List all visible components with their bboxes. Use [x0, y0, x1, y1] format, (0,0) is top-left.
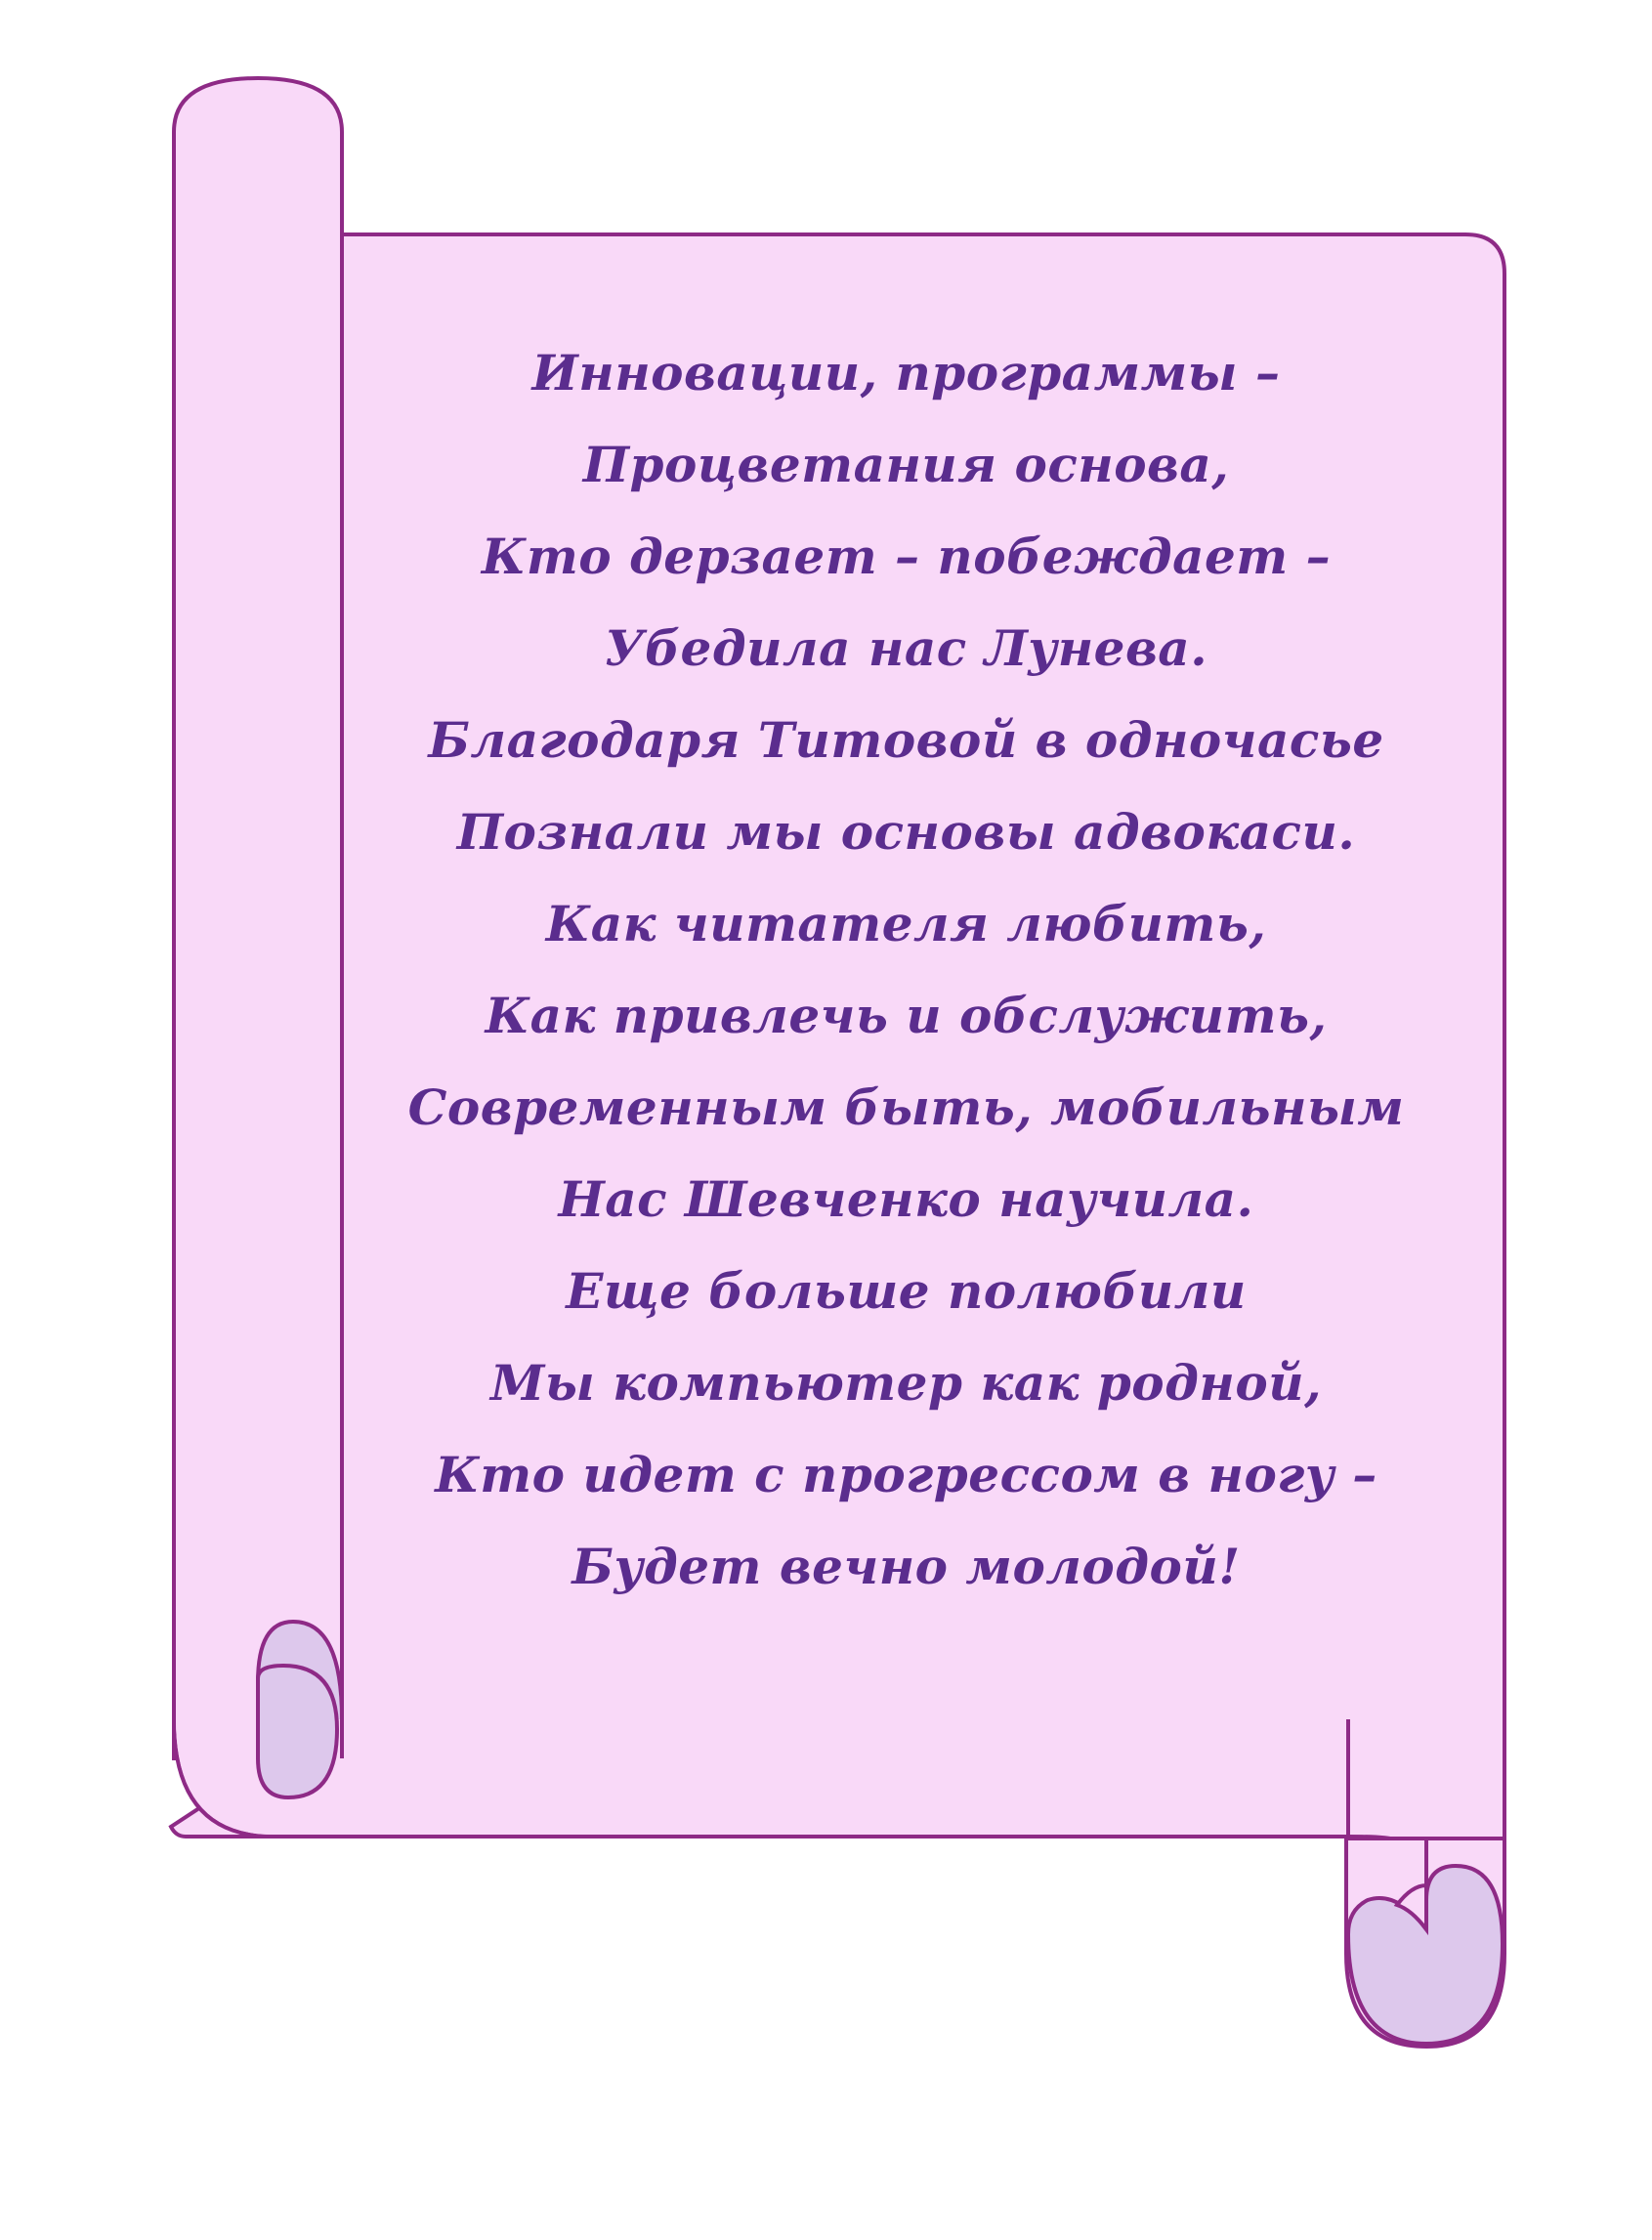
- poem-line: Нас Шевченко научила.: [558, 1170, 1254, 1228]
- poem-line: Мы компьютер как родной,: [490, 1354, 1322, 1412]
- poem-line: Как читателя любить,: [545, 895, 1267, 952]
- poem: [352, 327, 1461, 1613]
- scroll-left-curl-inner: [258, 1666, 337, 1797]
- scroll-bottom-edge-fill: [176, 1719, 1346, 1835]
- poem-line: Процветания основа,: [582, 436, 1230, 493]
- poem-line: Еще больше полюбили: [566, 1262, 1247, 1320]
- poem-line: Благодаря Титовой в одночасье: [428, 711, 1384, 769]
- scroll-top-roll: [174, 78, 342, 1758]
- poem-line: Как привлечь и обслужить,: [485, 987, 1328, 1044]
- poem-line: Современным быть, мобильным: [407, 1078, 1405, 1136]
- poem-line: Познали мы основы адвокаси.: [456, 803, 1356, 861]
- poem-line: Убедила нас Лунева.: [604, 619, 1208, 677]
- poem-line: Инновации, программы –: [531, 344, 1281, 402]
- poem-line: Кто дерзает – побеждает –: [481, 528, 1332, 585]
- poem-line: Будет вечно молодой!: [572, 1538, 1241, 1595]
- poem-line: Кто идет с прогрессом в ногу –: [435, 1446, 1377, 1503]
